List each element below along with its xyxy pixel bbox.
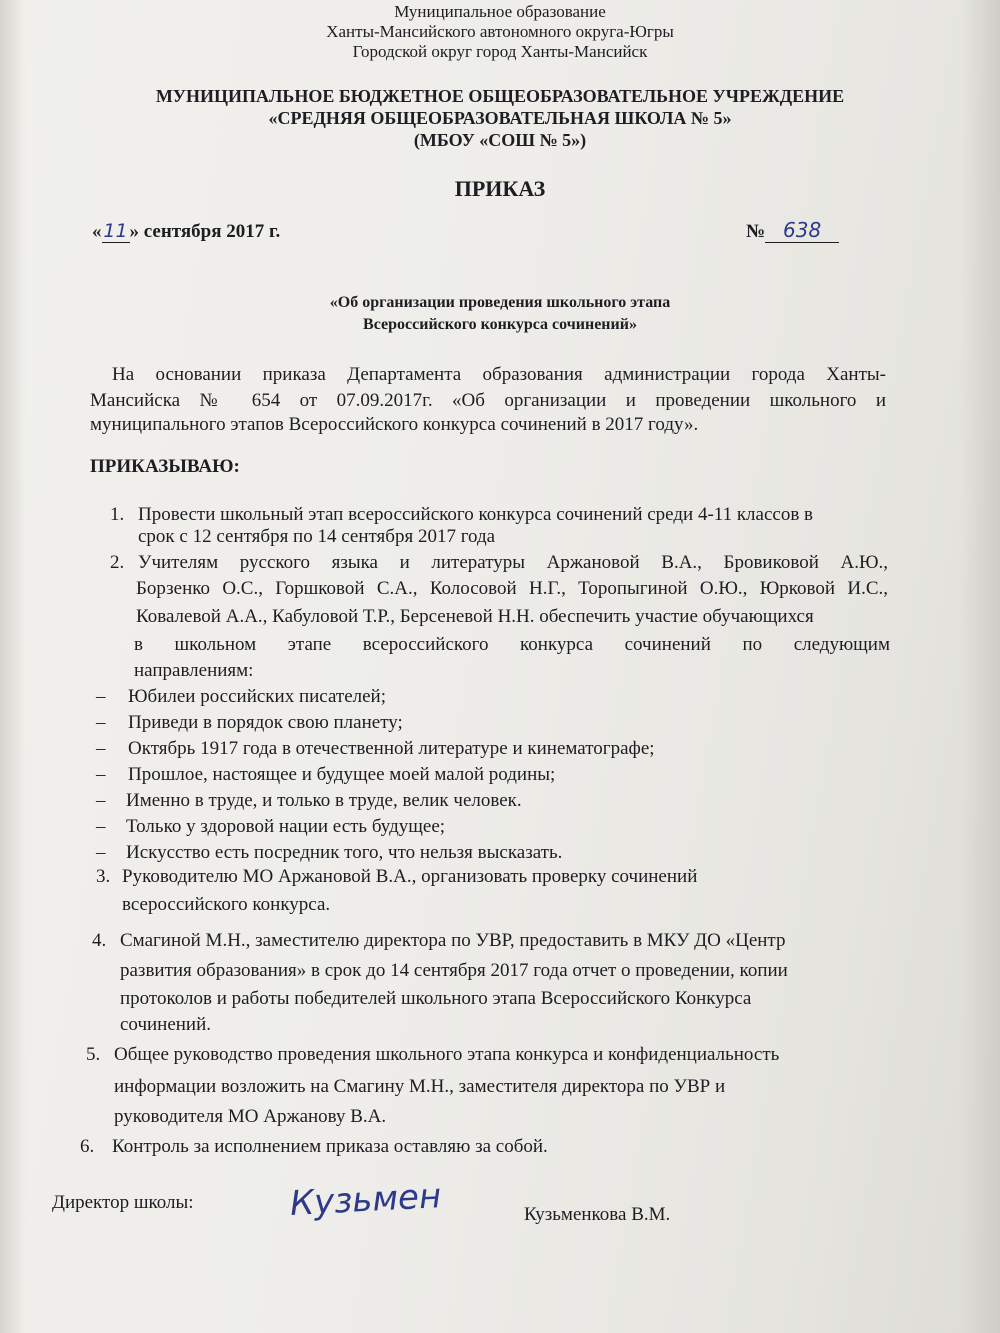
item-5-line-3: руководителя МО Аржанову В.А. xyxy=(114,1106,387,1127)
item-2-line-4: в школьном этапе всероссийского конкурса сочинений по следующим xyxy=(134,634,890,655)
order-word: ПРИКАЗЫВАЮ: xyxy=(90,456,240,477)
date-month-year: сентября 2017 г. xyxy=(143,221,281,242)
item-2-line-2: Борзенко О.С., Горшковой С.А., Колосовой Н.Г., Торопыгиной О.Ю., Юрковой И.С., xyxy=(136,578,888,599)
direction-dash: – xyxy=(96,842,106,863)
item-1-line-2: срок с 12 сентября по 14 сентября 2017 года xyxy=(138,526,496,547)
item-3-line-2: всероссийского конкурса. xyxy=(122,894,331,915)
direction-item: Только у здоровой нации есть будущее; xyxy=(126,816,446,837)
direction-dash: – xyxy=(96,790,106,811)
item-1-number: 1. xyxy=(110,504,125,525)
header-line-2: Ханты-Мансийского автономного округа-Югры xyxy=(326,22,674,41)
basis-line-1: На основании приказа Департамента образования администрации города Ханты- xyxy=(112,364,886,385)
subject-line-2: Всероссийского конкурса сочинений» xyxy=(363,316,637,333)
direction-dash: – xyxy=(96,686,106,707)
item-2-number: 2. xyxy=(110,552,125,573)
direction-dash: – xyxy=(96,816,106,837)
subject-line-1: «Об организации проведения школьного этапа xyxy=(329,294,671,311)
direction-item: Юбилеи российских писателей; xyxy=(128,686,386,707)
item-4-line-2: развития образования» в срок до 14 сентября 2017 года отчет о проведении, копии xyxy=(120,960,788,981)
header-line-1: Муниципальное образование xyxy=(394,2,606,21)
direction-dash: – xyxy=(96,764,106,785)
item-4-line-3: протоколов и работы победителей школьного этапа Всероссийского Конкурса xyxy=(120,988,752,1009)
direction-item: Прошлое, настоящее и будущее моей малой родины; xyxy=(128,764,556,785)
header-line-3: Городской округ город Ханты-Мансийск xyxy=(352,42,648,61)
item-4-number: 4. xyxy=(92,930,107,951)
institution-line-3: (МБОУ «СОШ № 5») xyxy=(413,130,587,150)
item-6-number: 6. xyxy=(80,1136,95,1157)
item-4-line-4: сочинений. xyxy=(120,1014,212,1035)
basis-line-3: муниципального этапов Всероссийского конкурса сочинений в 2017 году». xyxy=(90,414,699,435)
signature-role: Директор школы: xyxy=(52,1192,194,1213)
institution-line-1: МУНИЦИПАЛЬНОЕ БЮДЖЕТНОЕ ОБЩЕОБРАЗОВАТЕЛЬНОЕ УЧРЕЖДЕНИЕ xyxy=(155,86,845,106)
signatory-name: Кузьменкова В.М. xyxy=(524,1204,671,1225)
item-2-line-1: Учителям русского языка и литературы Аржановой В.А., Бровиковой А.Ю., xyxy=(138,552,888,573)
item-3-line-1: Руководителю МО Аржановой В.А., организовать проверку сочинений xyxy=(122,866,698,887)
item-6-line-1: Контроль за исполнением приказа оставляю за собой. xyxy=(112,1136,548,1157)
item-4-line-1: Смагиной М.Н., заместителю директора по УВР, предоставить в МКУ ДО «Центр xyxy=(120,930,786,951)
direction-item: Именно в труде, и только в труде, велик человек. xyxy=(126,790,522,811)
number-label: № xyxy=(746,221,766,242)
order-date xyxy=(92,220,280,243)
handwritten-signature: Кузьмен xyxy=(289,1176,443,1224)
direction-item: Октябрь 1917 года в отечественной литературе и кинематографе; xyxy=(128,738,655,759)
item-5-line-2: информации возложить на Смагину М.Н., заместителя директора по УВР и xyxy=(114,1076,726,1097)
direction-item: Искусство есть посредник того, что нельзя высказать. xyxy=(126,842,563,863)
direction-dash: – xyxy=(96,712,106,733)
number-handwritten: 638 xyxy=(765,218,839,243)
order-number xyxy=(746,218,839,243)
item-2-line-3: Ковалевой А.А., Кабуловой Т.Р., Берсеневой Н.Н. обеспечить участие обучающихся xyxy=(136,606,814,627)
date-open-quote: « xyxy=(92,221,102,242)
item-2-line-5: направлениям: xyxy=(134,660,254,681)
document-title: ПРИКАЗ xyxy=(454,176,546,201)
item-3-number: 3. xyxy=(96,866,111,887)
basis-line-2: Мансийска № 654 от 07.09.2017г. «Об организации и проведении школьного и xyxy=(90,390,886,411)
date-close-quote: » xyxy=(129,221,139,242)
item-5-number: 5. xyxy=(86,1044,101,1065)
direction-item: Приведи в порядок свою планету; xyxy=(128,712,403,733)
institution-line-2: «СРЕДНЯЯ ОБЩЕОБРАЗОВАТЕЛЬНАЯ ШКОЛА № 5» xyxy=(268,108,732,128)
date-day-handwritten: 11 xyxy=(103,220,128,242)
item-5-line-1: Общее руководство проведения школьного этапа конкурса и конфиденциальность xyxy=(114,1044,780,1065)
item-1-line-1: Провести школьный этап всероссийского конкурса сочинений среди 4-11 классов в xyxy=(138,504,814,525)
direction-dash: – xyxy=(96,738,106,759)
